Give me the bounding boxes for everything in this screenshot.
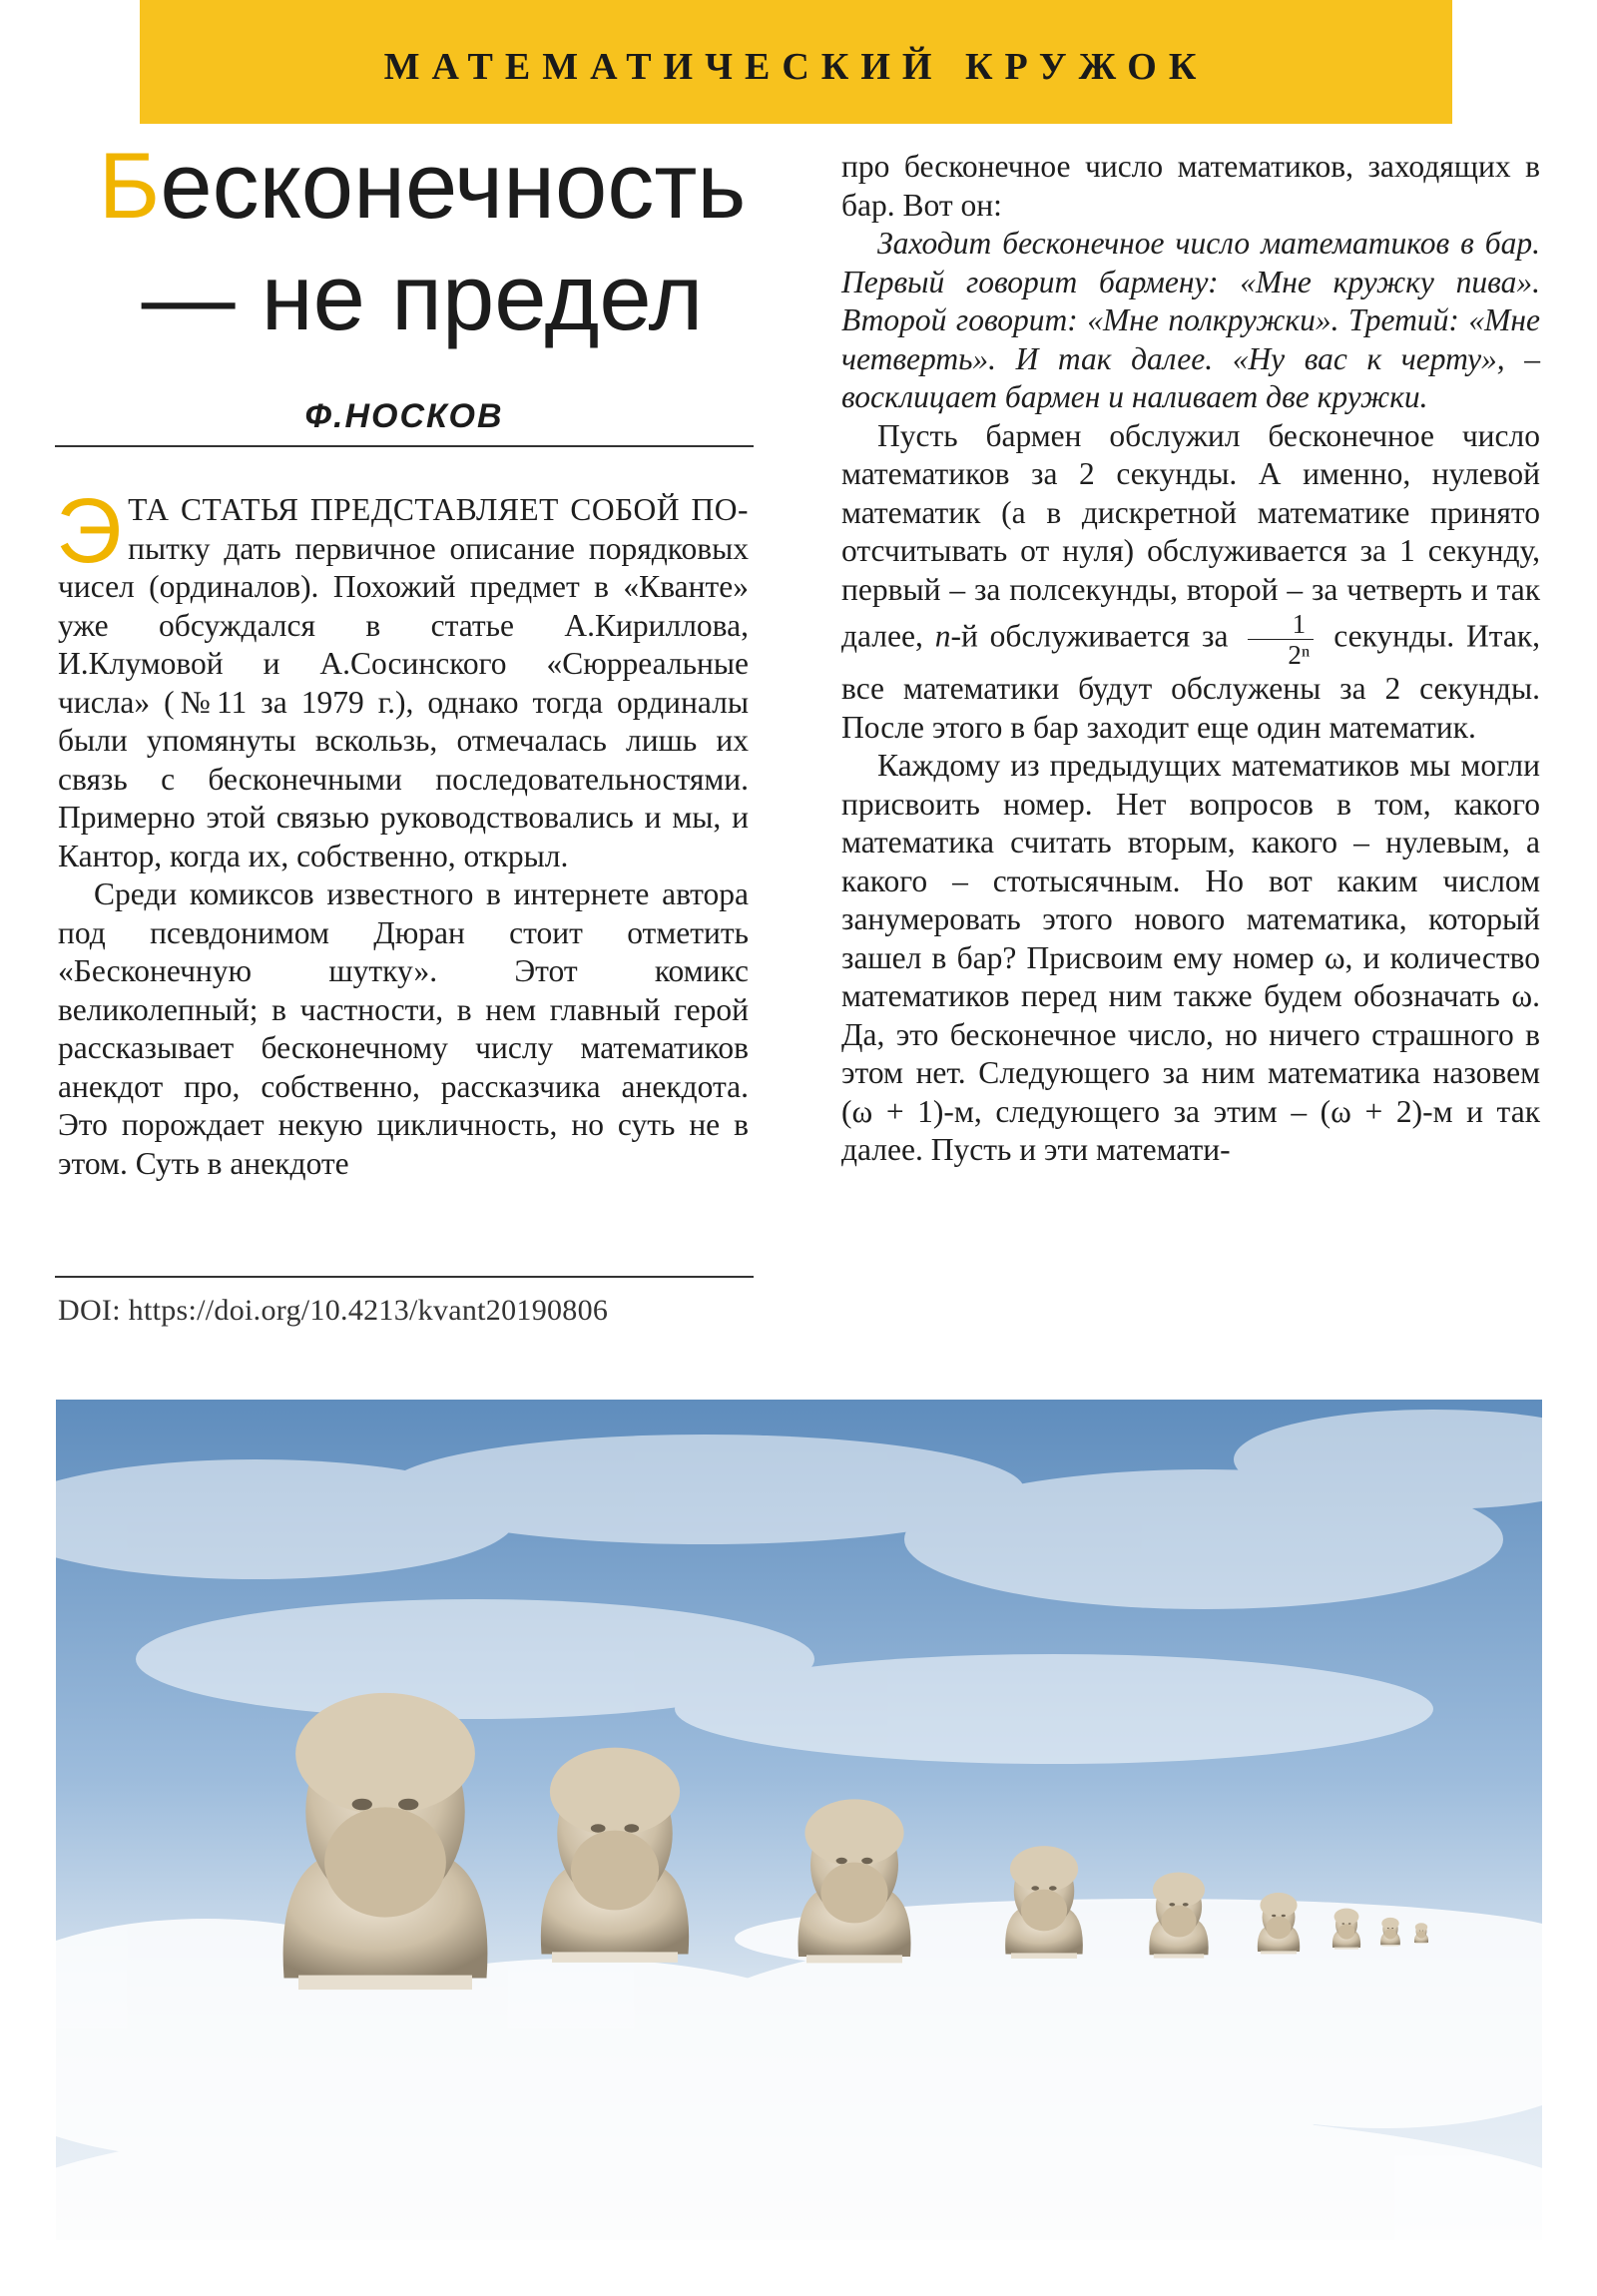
intro-caps: ТА СТАТЬЯ ПРЕДСТАВЛЯЕТ СОБОЙ ПО- [128, 492, 749, 527]
paragraph-intro [56, 480, 749, 875]
author-rule [55, 445, 754, 447]
author-name: Ф.НОСКОВ [304, 397, 504, 435]
article-title [78, 130, 767, 353]
title-capital: Б [98, 133, 161, 238]
title-line-1: есконечность [160, 133, 747, 238]
var-n: n [934, 618, 951, 654]
section-banner [140, 0, 1452, 124]
bust-9 [1414, 1923, 1428, 1944]
paragraph-joke: Заходит бесконечное число математиков в бар. Первый говорит бармену: «Мне кружку пива». Второй говорит: «Мне полкружки». Третий: «Мне четверть». И так далее. «Ну вас к черту», – восклицает бармен и наливает две кружки. [841, 226, 1540, 414]
section-title: МАТЕМАТИЧЕСКИЙ КРУЖОК [383, 46, 1209, 88]
bartender-text-a: Пусть бармен обслужил бесконечное число математиков за 2 секунды. А именно, нулевой математик (а в дискретной математике принято отсчитывать от нуля) обслуживается за 1 секунду, первый – за полсекунды, второй – за четверть и так далее, [841, 417, 1540, 654]
drop-cap: Э [56, 480, 123, 582]
doi-rule [55, 1276, 754, 1278]
bust-3 [798, 1799, 911, 1963]
paragraph-omega: Каждому из предыдущих математиков мы могли присвоить номер. Нет вопросов в том, какого математика считать вторым, какого – нулевым, а какого – стотысячным. Но вот каким числом занумеровать этого нового математика, который зашел в бар? Присвоим ему номер ω, и количество математиков перед ним также будем обозначать ω. Да, это бесконечное число, но ничего страшного в этом нет. Следующего за ним математика назовем (ω + 1)-м, следующего за этим – (ω + 2)-м и так далее. Пусть и эти математи- [841, 748, 1540, 1167]
bartender-text-c: секунды. Итак, все математики будут обслужены за 2 секунды. После этого в бар заходит еще один математик. [841, 618, 1541, 745]
bust-4 [1005, 1846, 1083, 1959]
title-line-2: — не предел [141, 245, 704, 349]
fraction [1248, 609, 1314, 670]
bartender-text-b: -й обслуживается за [950, 618, 1229, 654]
intro-text: пытку дать первичное описание порядковых чисел (ординалов). Похожий предмет в «Кванте» уже обсуждался в статье А.Кириллова, И.Клумовой и А.Сосинского «Сюрреальные числа» (№11 за 1979 г.), однако тогда ординалы были упомянуты вскользь, отмечалась лишь их связь с бесконечными последовательностями. Примерно этой связью руководствовались и мы, и Кантор, когда их, собственно, открыл. [58, 530, 749, 873]
bust-2 [541, 1748, 689, 1963]
paragraph-bar: про бесконечное число математиков, заходящих в бар. Вот он: [841, 149, 1540, 223]
clouds-busts-illustration [56, 1400, 1542, 2240]
doi-link[interactable]: DOI: https://doi.org/10.4213/kvant20190806 [58, 1294, 609, 1327]
fraction-numerator: 1 [1248, 609, 1314, 640]
paragraph-comic: Среди комиксов известного в интернете автора под псевдонимом Дюран стоит отметить «Бесконечную шутку». Этот комикс великолепный; в частности, в нем главный герой рассказывает бесконечному числу математиков анекдот про, собственно, рассказчика анекдота. Это порождает некую цикличность, но суть не в этом. Суть в анекдоте [58, 876, 749, 1181]
bust-1 [283, 1693, 488, 1990]
bust-7 [1332, 1909, 1360, 1950]
bust-5 [1149, 1872, 1208, 1958]
column-right [841, 148, 1540, 1170]
fraction-denominator: 2ⁿ [1288, 640, 1311, 670]
column-left [56, 480, 749, 1183]
paragraph-bartender [841, 417, 1540, 748]
bust-8 [1380, 1918, 1400, 1947]
bust-6 [1258, 1893, 1300, 1955]
illustration-svg [56, 1400, 1542, 2240]
